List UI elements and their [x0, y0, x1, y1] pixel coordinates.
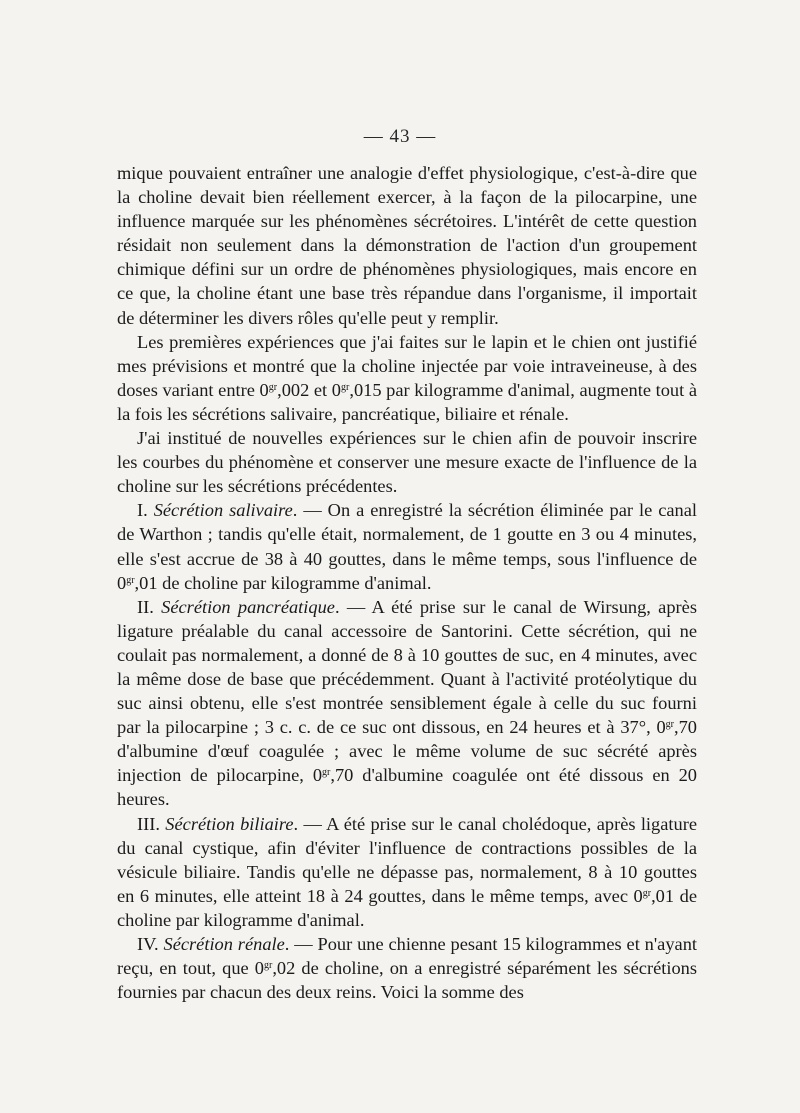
- section-biliary: III. Sécrétion biliaire. — A été prise sur le canal cholédoque, après ligature du canal cystique, afin d'éviter l'influence de contractions possibles de la vésicule biliaire. Tandis qu'elle ne dépasse pas, normalement, 8 à 10 gouttes en 6 minutes, elle atteint 18 à 24 gouttes, dans le même temps, avec $0^{gr},01$ de choline par kilogramme d'animal.: [117, 813, 697, 930]
- section-pancreatic: II. Sécrétion pancréatique. — A été prise sur le canal de Wirsung, après ligature préalable du canal accessoire de Santorini. Cette sécrétion, qui ne coulait pas normalement, a donné de 8 à 10 gouttes de suc, en 4 minutes, avec la même dose de base que précédemment. Quant à l'activité protéolytique du suc ainsi obtenu, elle s'est montrée sensiblement égale à celle du suc fourni par la pilocarpine ; 3 c. c. de ce suc ont dissous, en 24 heures et à 37°, $0^{gr},70$ d'albumine d'œuf coagulée ; avec le même volume de suc sécrété après injection de pilocarpine, $0^{gr},70$ d'albumine coagulée ont été dissous en 20 heures.: [117, 596, 698, 810]
- paragraph-intro: mique pouvaient entraîner une analogie d'effet physiologique, c'est-à-dire que la choline devait bien réellement exercer, à la façon de la pilocarpine, une influence marquée sur les phénomènes sécrétoires. L'intérêt de cette question résidait non seulement dans la démonstration de l'action d'un groupement chimique défini sur un ordre de phénomènes physiologiques, mais encore en ce que, la choline étant une base très répandue dans l'organisme, il importait de déterminer les divers rôles qu'elle peut y remplir.: [117, 163, 697, 328]
- section-title-renal: Sécrétion rénale: [163, 934, 285, 954]
- section-renal: IV. Sécrétion rénale. — Pour une chienne pesant 15 kilogrammes et n'ayant reçu, en tout, que $0^{gr},02$ de choline, on a enregistré séparément les sécrétions fournies par chacun des deux reins. Voici la somme des: [117, 934, 697, 1003]
- section-title-biliary: Sécrétion biliaire: [165, 813, 294, 834]
- section-title-pancreatic: Sécrétion pancréatique: [161, 596, 335, 617]
- section-title-salivary: Sécrétion salivaire: [153, 500, 293, 521]
- paragraph-new-experiments: J'ai institué de nouvelles expériences sur le chien afin de pouvoir inscrire les courbes du phénomène et conserver une mesure exacte de l'influence de la choline sur les sécrétions précédentes.: [117, 428, 697, 497]
- body-text: [117, 161, 697, 1004]
- section-salivary: I. Sécrétion salivaire. — On a enregistré la sécrétion éliminée par le canal de Warthon ; tandis qu'elle était, normalement, de 1 goutte en 3 ou 4 minutes, elle s'est accrue de 38 à 40 gouttes, dans le même temps, sous l'influence de $0^{gr},01$ de choline par kilogramme d'animal.: [117, 500, 697, 593]
- paragraph-first-experiments: Les premières expériences que j'ai faites sur le lapin et le chien ont justifié mes prévisions et montré que la choline injectée par voie intraveineuse, à des doses variant entre $0^{gr},002$ et $0^{gr},015$ par kilogramme d'animal, augmente tout à la fois les sécrétions salivaire, pancréatique, biliaire et rénale.: [117, 331, 698, 424]
- page-number: — 43 —: [363, 126, 437, 147]
